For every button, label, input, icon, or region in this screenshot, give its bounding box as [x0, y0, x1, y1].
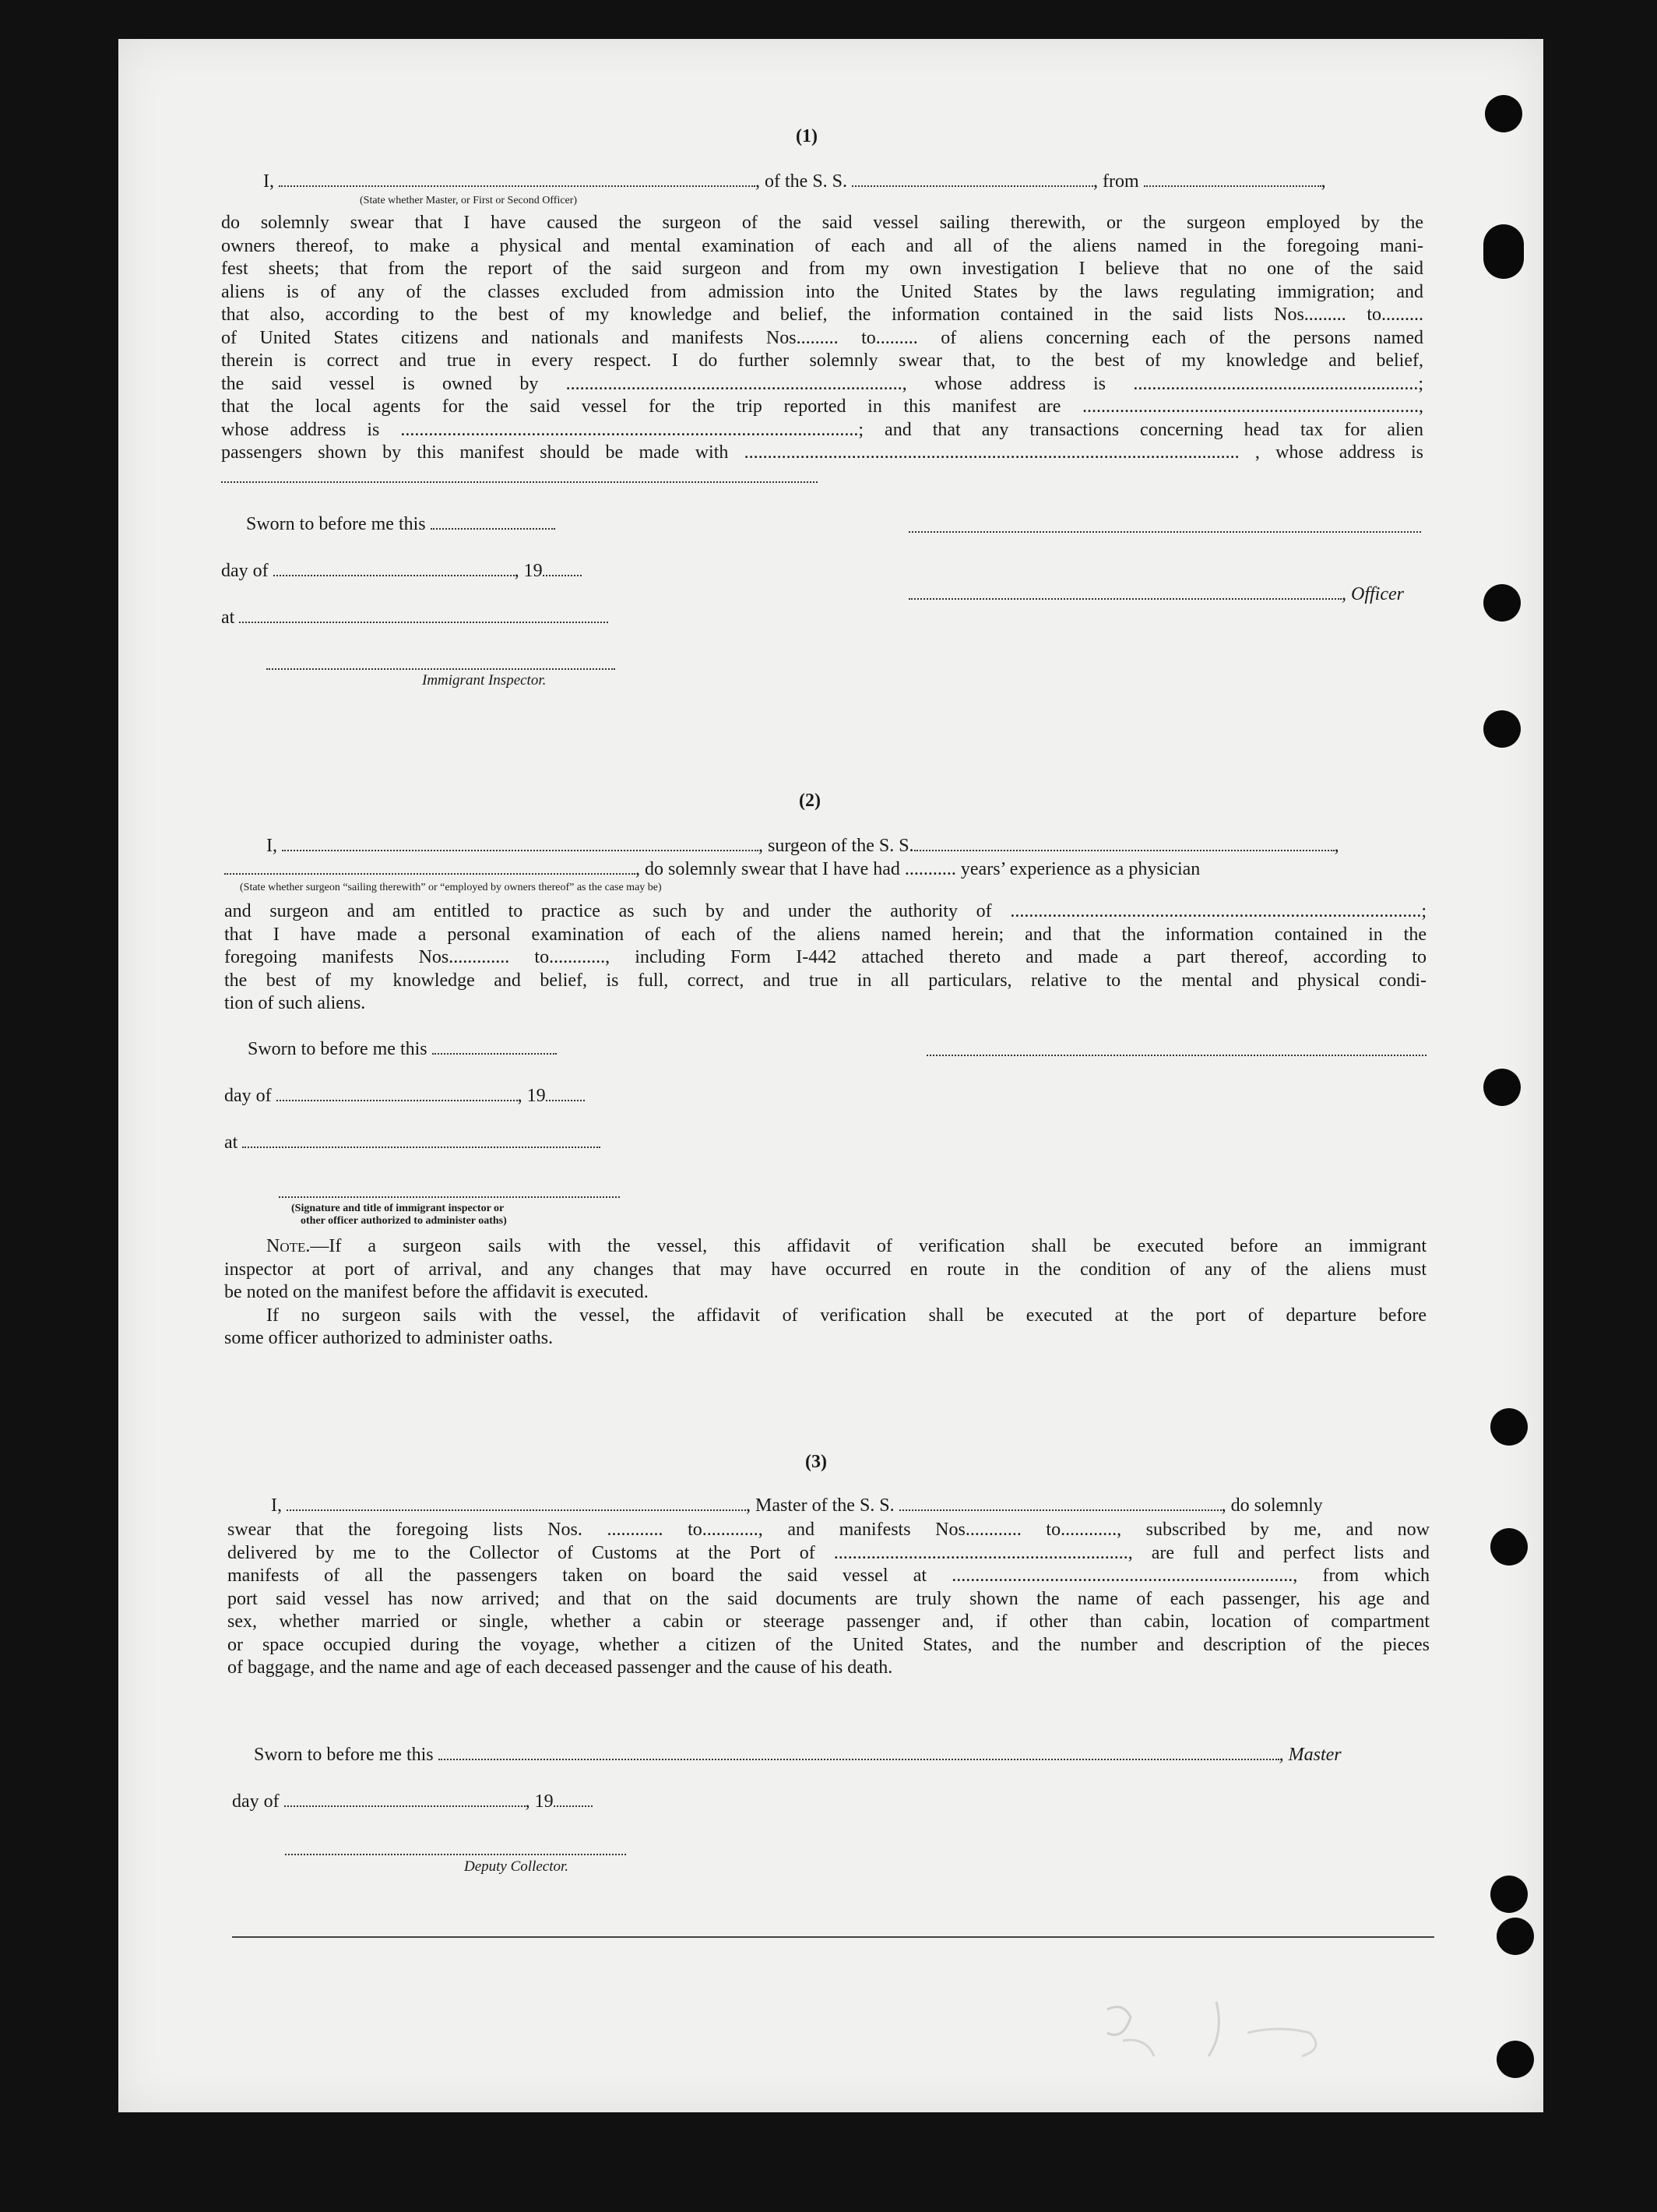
- text: Sworn to before me this: [254, 1745, 434, 1765]
- text-line: passengers shown by this manifest should be made with .......................................................................................................... , whose address is: [221, 442, 1423, 463]
- text-line: that I have made a personal examination of each of the aliens named herein; and that the information contained in the: [224, 924, 1427, 945]
- text: day of: [232, 1791, 280, 1812]
- place-field[interactable]: [239, 609, 608, 623]
- text: at: [224, 1132, 238, 1153]
- text-line: of United States citizens and nationals and manifests Nos......... to......... of aliens concerning each of the persons named: [221, 327, 1423, 348]
- vessel-name-field[interactable]: [899, 1497, 1222, 1511]
- s1-day-line: [221, 561, 582, 582]
- from-port-field[interactable]: [1144, 173, 1321, 187]
- inspector-signature-field[interactable]: [279, 1196, 620, 1198]
- text-line: [224, 1235, 1427, 1259]
- punch-hole: [1497, 2041, 1534, 2078]
- year-field[interactable]: [546, 1087, 585, 1101]
- text-line: do solemnly swear that I have caused the surgeon of the said vessel sailing therewith, or the surgeon employed by the: [221, 213, 1423, 233]
- day-field[interactable]: [276, 1087, 518, 1101]
- text: , Officer: [1342, 584, 1404, 604]
- s3-sworn-line: [254, 1745, 1342, 1766]
- text-line: swear that the foregoing lists Nos. ............ to............, and manifests Nos............ to............, subscribed by me, and now: [227, 1520, 1430, 1540]
- place-field[interactable]: [242, 1134, 600, 1148]
- year-field[interactable]: [543, 562, 582, 576]
- punch-hole: [1483, 1069, 1521, 1106]
- punch-hole: [1483, 710, 1521, 748]
- text-line: If no surgeon sails with the vessel, the affidavit of verification shall be executed at the port of departure before: [266, 1305, 1427, 1326]
- text: , surgeon of the S. S.: [758, 836, 914, 856]
- text-line: port said vessel has now arrived; and that on the said documents are truly shown the name of each passenger, his age and: [227, 1588, 1430, 1609]
- text-line: that also, according to the best of my knowledge and belief, the information contained in the said lists Nos......... to.........: [221, 305, 1423, 325]
- s1-at-line: [221, 608, 608, 629]
- section-1-number: (1): [796, 126, 818, 146]
- immigrant-inspector-label: Immigrant Inspector.: [422, 672, 547, 689]
- text-line: some officer authorized to administer oaths.: [224, 1328, 554, 1348]
- punch-hole: [1485, 95, 1522, 132]
- text: , from: [1093, 171, 1139, 192]
- punch-hole: [1490, 1408, 1528, 1446]
- text-line: the best of my knowledge and belief, is full, correct, and true in all particulars, relative to the mental and physical condi-: [224, 970, 1427, 991]
- s2-note-paragraph: [224, 1235, 1427, 1351]
- vessel-name-field[interactable]: [852, 173, 1093, 187]
- text-line: the said vessel is owned by ........................................................................, whose address is .............................................................;: [221, 373, 1423, 394]
- pencil-marks: [1076, 1986, 1372, 2080]
- text: I,: [271, 1495, 282, 1516]
- text-line: fest sheets; that from the report of the said surgeon and from my own investigation I believe that no one of the said: [221, 259, 1423, 279]
- text-line: manifests of all the passengers taken on board the said vessel at ........................................................................., from which: [227, 1566, 1430, 1586]
- s2-signature-hint-2: other officer authorized to administer oaths): [301, 1215, 507, 1227]
- text-line: sex, whether married or single, whether a cabin or steerage passenger and, if other than cabin, location of compartment: [227, 1611, 1430, 1632]
- master-signature-field[interactable]: [438, 1746, 1279, 1760]
- text: I,: [263, 171, 274, 192]
- text: day of: [221, 561, 269, 581]
- text: Sworn to before me this: [246, 514, 426, 534]
- s1-sworn-line: [246, 514, 555, 535]
- s2-at-line: [224, 1132, 600, 1154]
- section-3-number: (3): [805, 1452, 827, 1472]
- s1-oath-paragraph: [221, 212, 1423, 465]
- text: I,: [266, 836, 277, 856]
- text-line: be noted on the manifest before the affidavit is executed.: [224, 1282, 649, 1302]
- text: , 19: [517, 1086, 546, 1106]
- s2-experience-line: [224, 859, 1200, 880]
- text-line: that the local agents for the said vessel for the trip reported in this manifest are ........................................................................,: [221, 396, 1423, 417]
- text-line: tion of such aliens.: [224, 993, 366, 1013]
- s1-officer-hint: (State whether Master, or First or Second Officer): [360, 195, 578, 206]
- officer-name-field[interactable]: [909, 586, 1342, 600]
- manifest-page: [118, 39, 1543, 2112]
- sworn-date-field[interactable]: [431, 516, 555, 530]
- s2-surgeon-hint: (State whether surgeon “sailing therewith” or “employed by owners thereof” as the case may be): [240, 882, 662, 893]
- text: , of the S. S.: [755, 171, 848, 192]
- text: , do solemnly swear that I have had ........... years’ experience as a physician: [635, 859, 1201, 879]
- s3-oath-paragraph: [227, 1519, 1430, 1680]
- text: , Master: [1279, 1745, 1342, 1765]
- s2-sworn-line: [248, 1039, 557, 1060]
- deputy-signature-field[interactable]: [285, 1854, 626, 1855]
- s2-oath-paragraph: [224, 900, 1427, 1016]
- text-line: inspector at port of arrival, and any changes that may have occurred en route in the condition of any of the aliens must: [224, 1259, 1427, 1280]
- text-line: owners thereof, to make a physical and mental examination of each and all of the aliens named in the foregoing mani-: [221, 235, 1423, 256]
- surgeon-name-field[interactable]: [282, 837, 758, 851]
- sworn-date-field[interactable]: [432, 1041, 557, 1055]
- text-line: delivered by me to the Collector of Customs at the Port of ..............................................................., are full and perfect lists and: [227, 1542, 1430, 1563]
- text: , 19: [525, 1791, 554, 1812]
- day-field[interactable]: [284, 1793, 526, 1807]
- punch-hole: [1483, 584, 1521, 622]
- vessel-name-field[interactable]: [914, 837, 1335, 851]
- officer-signature-field[interactable]: [909, 531, 1421, 533]
- text-line: therein is correct and true in every respect. I do further solemnly swear that, to the best of my knowledge and belief,: [221, 350, 1423, 371]
- s2-signature-hint-1: (Signature and title of immigrant inspector or: [291, 1203, 505, 1214]
- surgeon-signature-field[interactable]: [927, 1055, 1427, 1056]
- section-2-number: (2): [799, 791, 821, 811]
- master-name-field[interactable]: [287, 1497, 746, 1511]
- s2-oath-line: [266, 836, 1339, 857]
- s3-day-line: [232, 1791, 593, 1812]
- s1-officer-line: [909, 584, 1404, 605]
- text-line: of baggage, and the name and age of each deceased passenger and the cause of his death.: [227, 1657, 893, 1678]
- note-label: Note.: [266, 1236, 311, 1256]
- year-field[interactable]: [554, 1793, 593, 1807]
- day-field[interactable]: [273, 562, 515, 576]
- officer-field[interactable]: [279, 173, 755, 187]
- text: , do solemnly: [1221, 1495, 1323, 1516]
- s2-day-line: [224, 1086, 585, 1107]
- punch-hole: [1490, 1876, 1528, 1913]
- s1-oath-line: [263, 171, 1326, 192]
- text-line: foregoing manifests Nos............. to............, including Form I-442 attached thereto and made a part thereof, according to: [224, 947, 1427, 967]
- text: ,: [1321, 171, 1326, 192]
- text-line: and surgeon and am entitled to practice as such by and under the authority of ........................................................................................;: [224, 901, 1427, 921]
- bottom-rule: [232, 1936, 1434, 1938]
- punch-hole: [1483, 224, 1524, 279]
- text: ,: [1334, 836, 1339, 856]
- text: day of: [224, 1086, 272, 1106]
- surgeon-status-field[interactable]: [224, 861, 635, 875]
- address-field[interactable]: [221, 481, 818, 483]
- text: at: [221, 608, 235, 628]
- text: Sworn to before me this: [248, 1039, 427, 1059]
- text: , 19: [514, 561, 543, 581]
- inspector-signature-field[interactable]: [266, 668, 615, 670]
- text: —If a surgeon sails with the vessel, this affidavit of verification shall be executed before an immigrant: [310, 1236, 1427, 1256]
- punch-hole: [1497, 1918, 1534, 1955]
- deputy-collector-label: Deputy Collector.: [464, 1858, 569, 1875]
- punch-hole: [1490, 1528, 1528, 1566]
- text-line: or space occupied during the voyage, whether a citizen of the United States, and the number and description of the pieces: [227, 1634, 1430, 1655]
- s3-oath-line: [271, 1495, 1323, 1516]
- text-line: whose address is ..................................................................................................; and that any transactions concerning head tax for alien: [221, 419, 1423, 440]
- text: , Master of the S. S.: [746, 1495, 895, 1516]
- text-line: aliens is of any of the classes excluded from admission into the United States by the laws regulating immigration; and: [221, 281, 1423, 302]
